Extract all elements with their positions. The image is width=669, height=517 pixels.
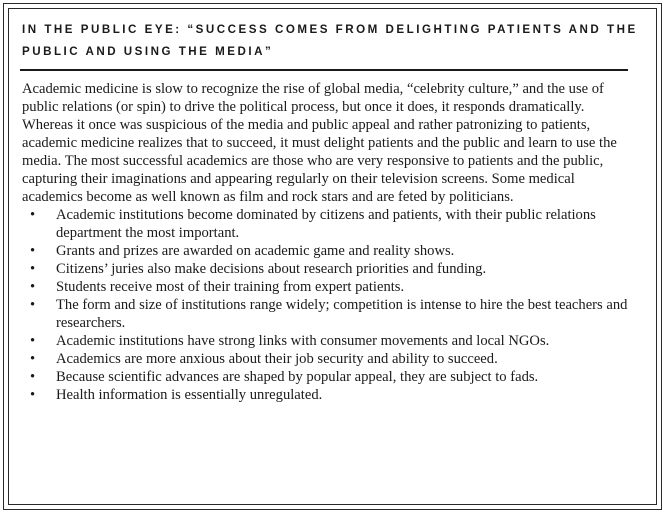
bullet-icon: •: [30, 369, 36, 385]
bullet-item: [22, 350, 632, 368]
bullet-item: [22, 368, 632, 386]
box-title: IN THE PUBLIC EYE: “SUCCESS COMES FROM DELIGHTING PATIENTS AND THE PUBLIC AND USING THE MEDIA”: [22, 23, 638, 58]
bullet-list: [22, 206, 632, 404]
bullet-item: [22, 260, 632, 278]
bullet-text: Health information is essentially unregulated.: [56, 387, 323, 403]
bullet-icon: •: [30, 351, 36, 367]
bullet-text: The form and size of institutions range widely; competition is intense to hire the best teachers and researchers.: [56, 297, 628, 331]
bullet-text: Academic institutions have strong links with consumer movements and local NGOs.: [56, 333, 550, 349]
bullet-item: [22, 278, 632, 296]
bullet-icon: •: [30, 243, 36, 259]
bullet-text: Because scientific advances are shaped by popular appeal, they are subject to fads.: [56, 369, 539, 385]
title-divider: [20, 69, 628, 71]
bullet-icon: •: [30, 387, 36, 403]
bullet-item: [22, 332, 632, 350]
bullet-text: Academics are more anxious about their job security and ability to succeed.: [56, 351, 498, 367]
box-content: [22, 80, 632, 404]
intro-paragraph: Academic medicine is slow to recognize the rise of global media, “celebrity culture,” and the use of public relations (or spin) to drive the political process, but once it does, it responds dramatically. Whereas it once was suspicious of the media and public appeal and rather patronizing to patients, academic medicine realizes that to succeed, it must delight patients and the public and learn to use the media. The most successful academics are those who are very responsive to patients and the public, capturing their imaginations and appearing regularly on their television screens. Some medical academics become as well known as film and rock stars and are feted by politicians.: [22, 81, 617, 205]
bullet-icon: •: [30, 261, 36, 277]
bullet-item: [22, 296, 632, 332]
bullet-text: Citizens’ juries also make decisions about research priorities and funding.: [56, 261, 487, 277]
bullet-icon: •: [30, 333, 36, 349]
bullet-item: [22, 242, 632, 260]
bullet-text: Academic institutions become dominated by citizens and patients, with their public relations department the most important.: [56, 207, 596, 241]
bullet-item: [22, 386, 632, 404]
bullet-icon: •: [30, 297, 36, 313]
bullet-icon: •: [30, 279, 36, 295]
bullet-text: Grants and prizes are awarded on academic game and reality shows.: [56, 243, 455, 259]
bullet-icon: •: [30, 207, 36, 223]
bullet-text: Students receive most of their training from expert patients.: [56, 279, 405, 295]
bullet-item: [22, 206, 632, 242]
